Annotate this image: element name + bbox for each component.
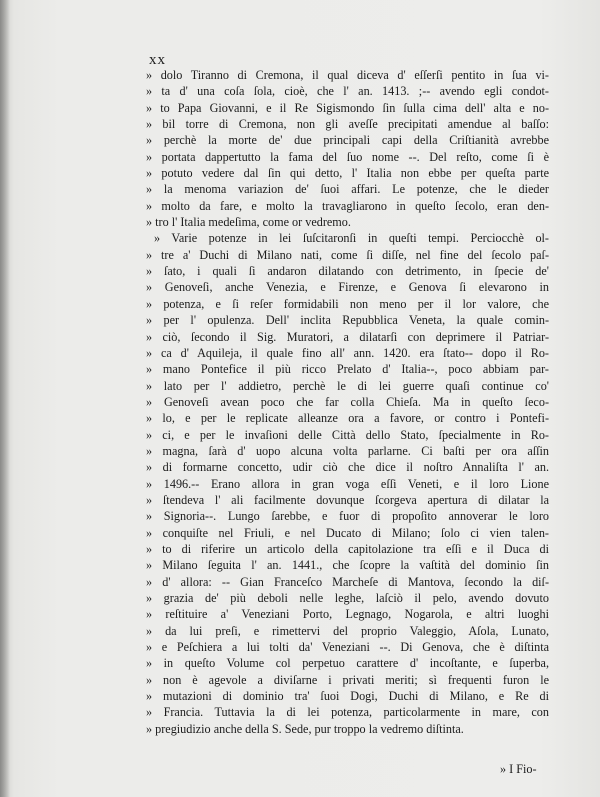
text-line: » pregiudizio anche della S. Sede, pur troppo la vedremo diſtinta. [146, 721, 464, 736]
text-line: » Varie potenze in lei ſuſcitaronſi in queſti tempi. Perciocchè ol- [154, 231, 549, 246]
text-line: » magna, ſarà d' uopo alcuna volta parlarne. Ci baſti per ora aſſin [146, 443, 549, 458]
text-line: » Milano ſeguita l' an. 1441., che ſcopre la vaſtità del dominio ſin [146, 558, 549, 573]
text-line: » ſtendeva l' ali facilmente dovunque ſcorgeva apertura di dilatar la [146, 492, 549, 507]
page-number: xx [149, 52, 166, 68]
text-line: » di formarne concetto, udir ciò che dice il noſtro Annaliſta l' an. [146, 460, 549, 475]
text-line: » per l' opulenza. Dell' inclita Repubblica Veneta, la quale comin- [146, 313, 549, 328]
text-line: » dolo Tiranno di Cremona, il qual diceva d' eſſerſi pentito in ſua vi- [146, 68, 549, 82]
body-text [146, 67, 549, 737]
text-line: » e Peſchiera a lui tolti da' Veneziani --. Di Genova, che è diſtinta [146, 640, 549, 655]
text-line: » mutazioni di dominio tra' ſuoi Dogi, Duchi di Milano, e Re di [146, 689, 549, 704]
text-line: » conquiſte nel Friuli, e nel Ducato di Milano; ſolo ci vien talen- [146, 525, 549, 540]
text-line: » Signoria--. Lungo ſarebbe, e fuor di propoſito annoverar le loro [146, 509, 549, 524]
text-line: » reſtituire a' Veneziani Porto, Legnago, Nogarola, e altri luoghi [146, 607, 549, 622]
text-line: » ciò, ſecondo il Sig. Muratori, a dilatarſi con deprimere il Patriar- [146, 329, 549, 344]
text-line: » grazia de' più deboli nelle leghe, laſciò il pelo, avendo dovuto [146, 591, 549, 605]
text-line: » lato per l' addietro, perchè le di lei guerre quaſi continue co' [146, 378, 549, 393]
text-line: » da lui preſi, e rimettervi del proprio Valeggio, Aſola, Lunato, [146, 623, 549, 638]
text-line: » Genoveſi, anche Venezia, e Firenze, e Genova ſi elevarono in [146, 280, 549, 295]
text-line: » ſato, i quali ſi andaron dilatando con detrimento, in ſpecie de' [146, 264, 549, 279]
text-line: » ta d' una coſa ſola, cioè, che l' an. 1413. ;-- avendo egli condot- [146, 84, 549, 99]
text-line: » perchè la morte de' due principali capi della Criſtianità avrebbe [146, 133, 549, 148]
text-line: » ci, e per le invaſioni delle Città dello Stato, ſpecialmente in Ro- [146, 427, 549, 442]
text-line: » Genoveſi avean poco che far colla Chieſa. Ma in queſto ſeco- [146, 394, 549, 409]
text-line: » la menoma variazion de' ſuoi affari. Le potenze, che le dieder [146, 182, 549, 197]
text-line: » potenza, e ſi reſer formidabili non meno per il lor valore, che [146, 296, 549, 311]
text-line: » tro l' Italia medeſima, come or vedremo. [146, 215, 351, 230]
text-line: » in queſto Volume col perpetuo carattere d' incoſtante, e ſuperba, [146, 656, 549, 671]
page-gutter-shadow [0, 0, 10, 797]
text-line: » lo, e per le replicate alleanze ora a favore, or contro i Pontefi- [146, 411, 549, 426]
text-line: » portata dappertutto la fama del ſuo nome --. Del reſto, come ſi è [146, 149, 549, 164]
text-line: » non è agevole a diviſarne i privati meriti; sì frequenti furon le [146, 672, 549, 687]
text-line: » 1496.-- Erano allora in gran voga eſſi Veneti, e il loro Lione [146, 476, 549, 491]
catchword: » I Fio- [500, 762, 537, 776]
text-line: » to di riferire un articolo della capitolazione tra eſſi e il Duca di [146, 541, 549, 556]
text-line: » tre a' Duchi di Milano nati, come ſi diſſe, nel fine del ſecolo paſ- [146, 247, 549, 262]
text-line: » bil torre di Cremona, non gli aveſſe precipitati amendue al baſſo: [146, 117, 549, 132]
text-line: » d' allora: -- Gian Franceſco Marcheſe di Mantova, ſecondo la diſ- [146, 574, 549, 589]
text-line: » potuto vedere dal ſin qui detto, l' Italia non ebbe per queſta parte [146, 166, 549, 181]
text-line: » ca d' Aquileja, il quale fino all' ann. 1420. era ſtato-- dopo il Ro- [146, 345, 549, 360]
text-line: » Francia. Tuttavia la di lei potenza, particolarmente in mare, con [146, 705, 549, 720]
text-line: » to Papa Giovanni, e il Re Sigismondo ſin ſulla cima dell' alta e no- [146, 100, 549, 115]
text-line: » mano Pontefice il più ricco Prelato d' Italia--, poco abbiam par- [146, 362, 549, 377]
text-line: » molto da fare, e molto la travagliarono in queſto ſecolo, eran den- [146, 198, 549, 213]
